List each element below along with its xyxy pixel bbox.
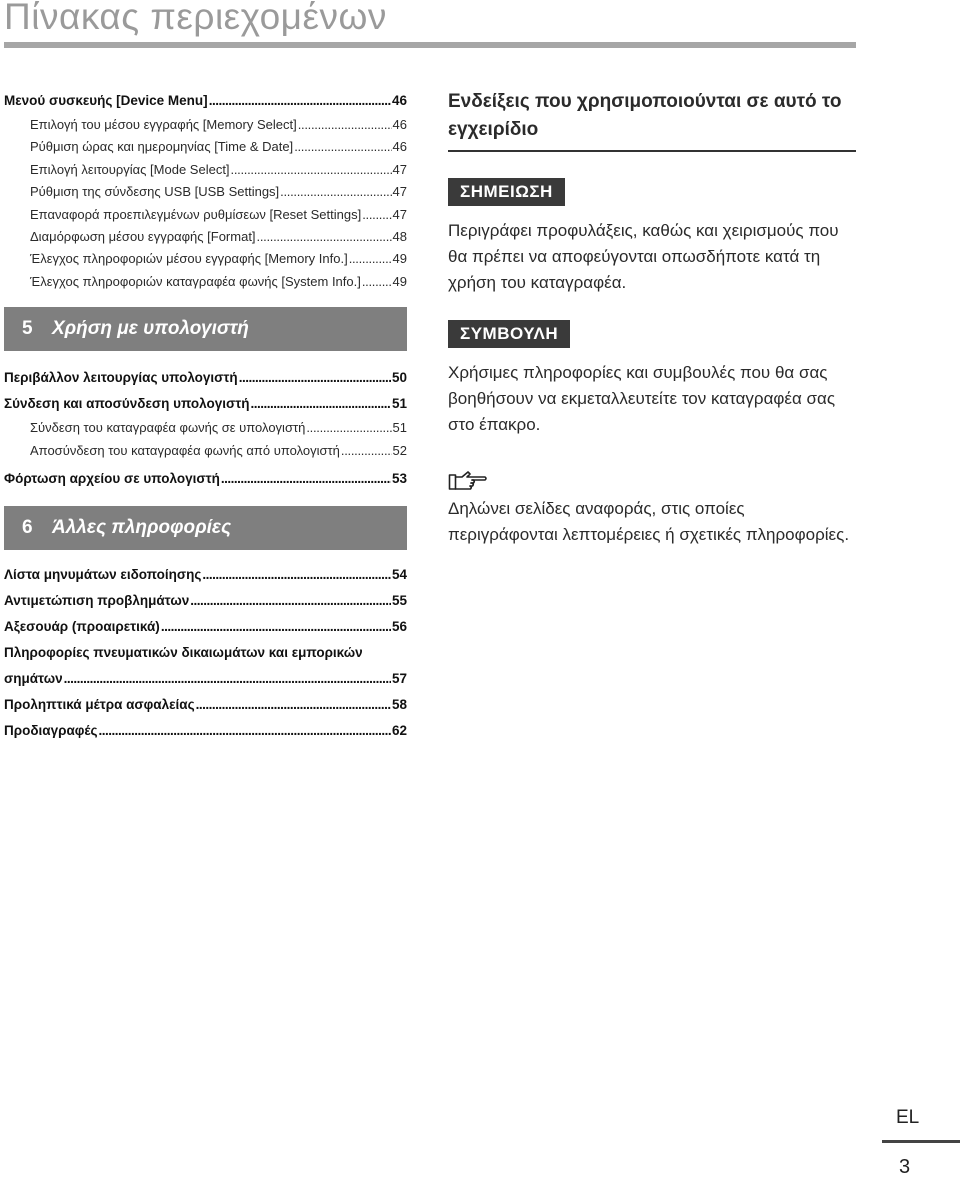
toc-entry-system-info[interactable]: Έλεγχος πληροφοριών καταγραφέα φωνής [System Info.] ..... 49: [4, 271, 407, 293]
toc-entry-time-date[interactable]: Ρύθμιση ώρας και ημερομηνίας [Time & Date] ..... 46: [4, 136, 407, 158]
chapter-title: Χρήση με υπολογιστή: [52, 318, 249, 340]
toc-entry-usb-settings[interactable]: Ρύθμιση της σύνδεσης USB [USB Settings] ..... 47: [4, 181, 407, 203]
symbols-legend: [448, 88, 856, 548]
legend-heading: Ενδείξεις που χρησιμοποιούνται σε αυτό το εγχειρίδιο: [448, 91, 842, 140]
toc-entry-memory-select[interactable]: Επιλογή του μέσου εγγραφής [Memory Select] ..... 46: [4, 114, 407, 136]
toc-entry-disconnect-recorder[interactable]: Αποσύνδεση του καταγραφέα φωνής από υπολογιστή ..... 52: [4, 440, 407, 462]
toc-entry-memory-info[interactable]: Έλεγχος πληροφοριών μέσου εγγραφής [Memory Info.] ..... 49: [4, 248, 407, 270]
toc-entry-troubleshooting[interactable]: Αντιμετώπιση προβλημάτων ..... 55: [4, 588, 407, 614]
chapter-5-heading: [4, 307, 407, 351]
toc-entry-mode-select[interactable]: Επιλογή λειτουργίας [Mode Select] ..... 47: [4, 159, 407, 181]
page-number: 3: [899, 1156, 911, 1178]
toc-entry-connect-disconnect[interactable]: Σύνδεση και αποσύνδεση υπολογιστή ..... 51: [4, 391, 407, 417]
note-label: ΣΗΜΕΙΩΣΗ: [448, 178, 565, 206]
chapter-title: Άλλες πληροφορίες: [52, 516, 232, 538]
toc-entry-accessories[interactable]: Αξεσουάρ (προαιρετικά) ..... 56: [4, 614, 407, 640]
page-title: Πίνακας περιεχομένων: [4, 0, 387, 37]
title-divider: [4, 42, 856, 48]
table-of-contents: [4, 88, 407, 744]
toc-entry-safety[interactable]: Προληπτικά μέτρα ασφαλείας ..... 58: [4, 692, 407, 718]
legend-divider: [448, 150, 856, 152]
pointing-hand-icon: [448, 468, 488, 494]
footer-divider: [882, 1140, 960, 1143]
toc-entry-specifications[interactable]: Προδιαγραφές ..... 62: [4, 718, 407, 744]
toc-entry-alert-messages[interactable]: Λίστα μηνυμάτων ειδοποίησης ..... 54: [4, 562, 407, 588]
chapter-number: 5: [22, 318, 33, 340]
reference-description: Δηλώνει σελίδες αναφοράς, στις οποίες περιγράφονται λεπτομέρειες ή σχετικές πληροφορίες.: [448, 499, 850, 544]
chapter-number: 6: [22, 516, 33, 538]
toc-entry-reset-settings[interactable]: Επαναφορά προεπιλεγμένων ρυθμίσεων [Reset Settings] ..... 47: [4, 204, 407, 226]
language-code: EL: [896, 1107, 920, 1128]
tip-label: ΣΥΜΒΟΥΛΗ: [448, 320, 570, 348]
toc-entry-upload-file[interactable]: Φόρτωση αρχείου σε υπολογιστή ..... 53: [4, 466, 407, 492]
toc-entry-connect-recorder[interactable]: Σύνδεση του καταγραφέα φωνής σε υπολογιστή ..... 51: [4, 417, 407, 439]
tip-description: Χρήσιμες πληροφορίες και συμβουλές που θα σας βοηθήσουν να εκμεταλλευτείτε τον καταγραφέα σας στο έπακρο.: [448, 363, 836, 434]
toc-entry-pc-environment[interactable]: Περιβάλλον λειτουργίας υπολογιστή ..... 50: [4, 365, 407, 391]
note-description: Περιγράφει προφυλάξεις, καθώς και χειρισμούς που θα πρέπει να αποφεύγονται οπωσδήποτε κατά τη χρήση του καταγραφέα.: [448, 221, 839, 292]
toc-entry-copyright-line1[interactable]: Πληροφορίες πνευματικών δικαιωμάτων και εμπορικών: [4, 644, 363, 660]
toc-entry-format[interactable]: Διαμόρφωση μέσου εγγραφής [Format] ..... 48: [4, 226, 407, 248]
chapter-6-heading: [4, 506, 407, 550]
toc-entry-device-menu[interactable]: Μενού συσκευής [Device Menu] ..... 46: [4, 88, 407, 114]
toc-entry-copyright-line2[interactable]: σημάτων ..... 57: [4, 666, 407, 692]
